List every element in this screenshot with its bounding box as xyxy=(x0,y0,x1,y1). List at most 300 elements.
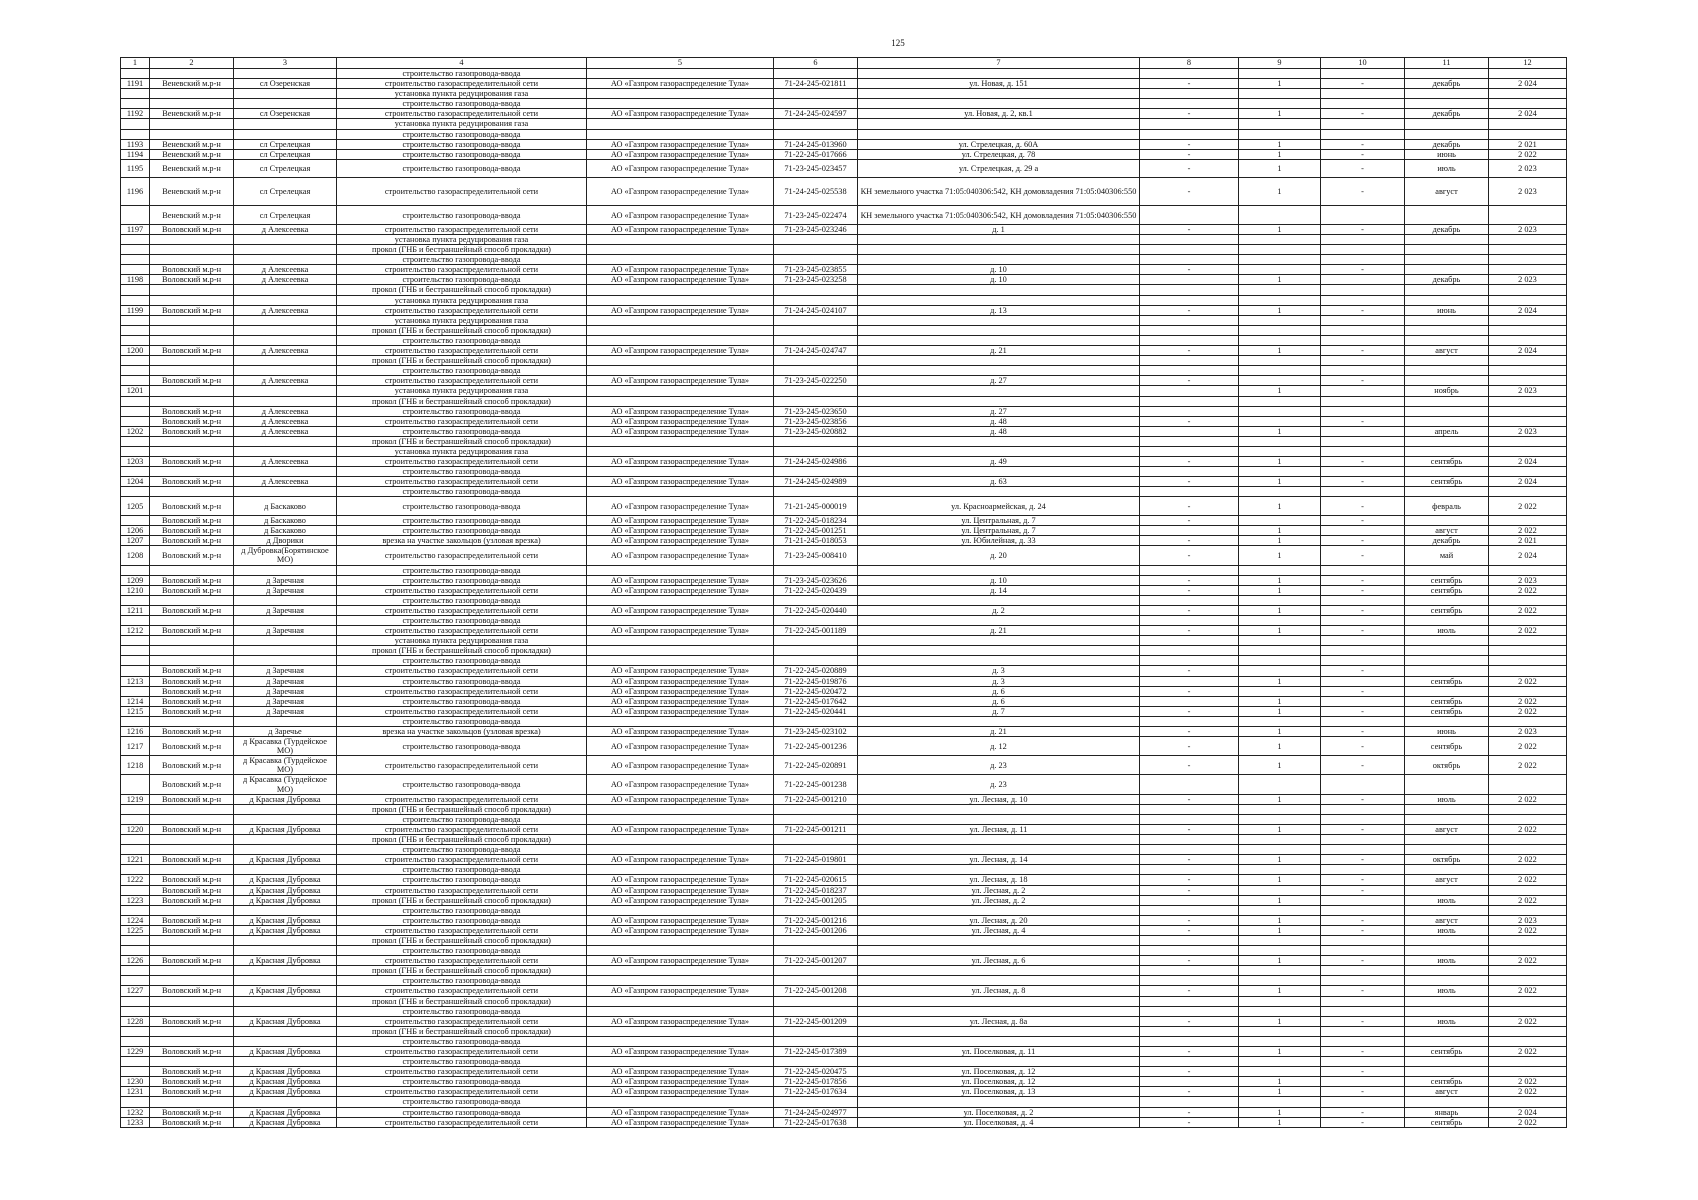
organization-cell: АО «Газпром газораспределение Тула» xyxy=(587,727,774,737)
row-number-cell: 1204 xyxy=(121,477,150,487)
table-row xyxy=(121,925,1567,935)
settlement-cell: д Алексеевка xyxy=(234,426,337,436)
col9-cell: 1 xyxy=(1239,895,1321,905)
address-cell xyxy=(858,89,1140,99)
row-number-cell: 1192 xyxy=(121,109,150,119)
application-number-cell xyxy=(774,366,858,376)
col10-cell xyxy=(1321,1097,1405,1107)
row-number-cell: 1198 xyxy=(121,275,150,285)
col10-cell: - xyxy=(1321,855,1405,865)
work-type-cell: строительство газораспределительной сети xyxy=(337,109,587,119)
organization-cell: АО «Газпром газораспределение Тула» xyxy=(587,915,774,925)
settlement-cell: д Заречная xyxy=(234,706,337,716)
col10-cell xyxy=(1321,275,1405,285)
year-cell xyxy=(1489,89,1567,99)
address-cell: ул. Лесная, д. 18 xyxy=(858,875,1140,885)
organization-cell xyxy=(587,1097,774,1107)
col9-cell xyxy=(1239,325,1321,335)
col9-cell xyxy=(1239,1097,1321,1107)
month-cell: сентябрь xyxy=(1405,1047,1489,1057)
district-cell: Воловский м.р-н xyxy=(150,536,234,546)
work-type-cell: прокол (ГНБ и бестраншейный способ прокладки) xyxy=(337,935,587,945)
work-type-cell: строительство газораспределительной сети xyxy=(337,416,587,426)
row-number-cell: 1229 xyxy=(121,1047,150,1057)
settlement-cell: д Красная Дубровка xyxy=(234,1047,337,1057)
settlement-cell xyxy=(234,69,337,79)
col10-cell: - xyxy=(1321,727,1405,737)
month-cell xyxy=(1405,315,1489,325)
header-cell: 11 xyxy=(1405,58,1489,69)
settlement-cell: д Красная Дубровка xyxy=(234,1117,337,1127)
row-number-cell: 1226 xyxy=(121,956,150,966)
application-number-cell xyxy=(774,966,858,976)
application-number-cell xyxy=(774,285,858,295)
month-cell: апрель xyxy=(1405,426,1489,436)
address-cell xyxy=(858,1057,1140,1067)
month-cell: февраль xyxy=(1405,497,1489,516)
table-row xyxy=(121,235,1567,245)
col9-cell: 1 xyxy=(1239,626,1321,636)
work-type-cell: строительство газораспределительной сети xyxy=(337,1067,587,1077)
year-cell xyxy=(1489,285,1567,295)
year-cell: 2 022 xyxy=(1489,676,1567,686)
month-cell xyxy=(1405,666,1489,676)
district-cell xyxy=(150,845,234,855)
work-type-cell: строительство газораспределительной сети xyxy=(337,1087,587,1097)
organization-cell: АО «Газпром газораспределение Тула» xyxy=(587,1117,774,1127)
col8-cell xyxy=(1140,565,1239,575)
col10-cell xyxy=(1321,814,1405,824)
organization-cell xyxy=(587,865,774,875)
col8-cell: - xyxy=(1140,737,1239,756)
col8-cell xyxy=(1140,526,1239,536)
month-cell xyxy=(1405,885,1489,895)
settlement-cell xyxy=(234,356,337,366)
district-cell xyxy=(150,996,234,1006)
organization-cell: АО «Газпром газораспределение Тула» xyxy=(587,206,774,225)
col8-cell: - xyxy=(1140,416,1239,426)
col9-cell xyxy=(1239,946,1321,956)
col8-cell xyxy=(1140,615,1239,625)
district-cell: Воловский м.р-н xyxy=(150,526,234,536)
col9-cell xyxy=(1239,356,1321,366)
row-number-cell xyxy=(121,235,150,245)
organization-cell: АО «Газпром газораспределение Тула» xyxy=(587,536,774,546)
work-type-cell: строительство газораспределительной сети xyxy=(337,477,587,487)
col9-cell: 1 xyxy=(1239,956,1321,966)
col8-cell: - xyxy=(1140,686,1239,696)
row-number-cell xyxy=(121,69,150,79)
row-number-cell xyxy=(121,265,150,275)
col9-cell xyxy=(1239,565,1321,575)
district-cell: Веневский м.р-н xyxy=(150,206,234,225)
table-row xyxy=(121,1036,1567,1046)
col8-cell xyxy=(1140,325,1239,335)
application-number-cell: 71-22-245-017389 xyxy=(774,1047,858,1057)
col8-cell: - xyxy=(1140,149,1239,159)
organization-cell xyxy=(587,966,774,976)
table-row xyxy=(121,865,1567,875)
month-cell xyxy=(1405,1036,1489,1046)
organization-cell xyxy=(587,285,774,295)
col8-cell: - xyxy=(1140,1087,1239,1097)
row-number-cell: 1218 xyxy=(121,756,150,775)
work-type-cell: строительство газораспределительной сети xyxy=(337,457,587,467)
year-cell xyxy=(1489,245,1567,255)
district-cell: Воловский м.р-н xyxy=(150,1016,234,1026)
work-type-cell: строительство газораспределительной сети xyxy=(337,824,587,834)
col8-cell xyxy=(1140,275,1239,285)
month-cell xyxy=(1405,775,1489,794)
month-cell xyxy=(1405,935,1489,945)
month-cell xyxy=(1405,396,1489,406)
table-row xyxy=(121,794,1567,804)
district-cell: Воловский м.р-н xyxy=(150,575,234,585)
col9-cell: 1 xyxy=(1239,346,1321,356)
settlement-cell: д Алексеевка xyxy=(234,346,337,356)
organization-cell xyxy=(587,366,774,376)
col10-cell: - xyxy=(1321,178,1405,206)
year-cell xyxy=(1489,235,1567,245)
address-cell xyxy=(858,235,1140,245)
work-type-cell: прокол (ГНБ и бестраншейный способ прокладки) xyxy=(337,646,587,656)
col9-cell xyxy=(1239,646,1321,656)
col9-cell xyxy=(1239,436,1321,446)
district-cell xyxy=(150,386,234,396)
work-type-cell: строительство газораспределительной сети xyxy=(337,585,587,595)
address-cell: д. 48 xyxy=(858,426,1140,436)
col9-cell xyxy=(1239,905,1321,915)
col10-cell: - xyxy=(1321,477,1405,487)
application-number-cell: 71-21-245-000019 xyxy=(774,497,858,516)
district-cell: Воловский м.р-н xyxy=(150,696,234,706)
col8-cell: - xyxy=(1140,1016,1239,1026)
month-cell xyxy=(1405,265,1489,275)
col8-cell: - xyxy=(1140,79,1239,89)
col8-cell xyxy=(1140,935,1239,945)
col8-cell: - xyxy=(1140,109,1239,119)
application-number-cell: 71-22-245-020440 xyxy=(774,605,858,615)
application-number-cell xyxy=(774,335,858,345)
month-cell: январь xyxy=(1405,1107,1489,1117)
district-cell xyxy=(150,966,234,976)
application-number-cell: 71-22-245-019801 xyxy=(774,855,858,865)
district-cell: Воловский м.р-н xyxy=(150,706,234,716)
month-cell: июль xyxy=(1405,895,1489,905)
organization-cell: АО «Газпром газораспределение Тула» xyxy=(587,546,774,565)
work-type-cell: строительство газопровода-ввода xyxy=(337,565,587,575)
settlement-cell xyxy=(234,487,337,497)
address-cell xyxy=(858,845,1140,855)
col8-cell xyxy=(1140,905,1239,915)
month-cell xyxy=(1405,1067,1489,1077)
month-cell xyxy=(1405,295,1489,305)
application-number-cell: 71-22-245-001206 xyxy=(774,925,858,935)
month-cell xyxy=(1405,976,1489,986)
settlement-cell xyxy=(234,636,337,646)
table-row xyxy=(121,295,1567,305)
organization-cell: АО «Газпром газораспределение Тула» xyxy=(587,626,774,636)
settlement-cell: д Красная Дубровка xyxy=(234,1016,337,1026)
col8-cell: - xyxy=(1140,986,1239,996)
col8-cell xyxy=(1140,1097,1239,1107)
col10-cell xyxy=(1321,436,1405,446)
month-cell: сентябрь xyxy=(1405,457,1489,467)
month-cell: сентябрь xyxy=(1405,605,1489,615)
row-number-cell xyxy=(121,436,150,446)
district-cell xyxy=(150,255,234,265)
table-row xyxy=(121,885,1567,895)
col9-cell xyxy=(1239,966,1321,976)
row-number-cell: 1205 xyxy=(121,497,150,516)
settlement-cell: д Алексеевка xyxy=(234,457,337,467)
district-cell: Воловский м.р-н xyxy=(150,915,234,925)
col9-cell: 1 xyxy=(1239,794,1321,804)
address-cell: ул. Стрелецкая, д. 60А xyxy=(858,139,1140,149)
work-type-cell: строительство газораспределительной сети xyxy=(337,1047,587,1057)
work-type-cell: строительство газопровода-ввода xyxy=(337,275,587,285)
settlement-cell: д Красная Дубровка xyxy=(234,1077,337,1087)
organization-cell xyxy=(587,487,774,497)
col10-cell xyxy=(1321,996,1405,1006)
month-cell: сентябрь xyxy=(1405,1117,1489,1127)
col10-cell xyxy=(1321,976,1405,986)
organization-cell: АО «Газпром газораспределение Тула» xyxy=(587,895,774,905)
application-number-cell: 71-23-245-023258 xyxy=(774,275,858,285)
year-cell xyxy=(1489,686,1567,696)
row-number-cell xyxy=(121,366,150,376)
table-row xyxy=(121,996,1567,1006)
work-type-cell: строительство газопровода-ввода xyxy=(337,467,587,477)
application-number-cell xyxy=(774,315,858,325)
col10-cell xyxy=(1321,446,1405,456)
row-number-cell xyxy=(121,315,150,325)
district-cell: Воловский м.р-н xyxy=(150,416,234,426)
row-number-cell xyxy=(121,966,150,976)
table-row xyxy=(121,706,1567,716)
year-cell xyxy=(1489,206,1567,225)
district-cell xyxy=(150,315,234,325)
district-cell: Веневский м.р-н xyxy=(150,178,234,206)
work-type-cell: прокол (ГНБ и бестраншейный способ прокладки) xyxy=(337,835,587,845)
work-type-cell: строительство газопровода-ввода xyxy=(337,575,587,585)
application-number-cell: 71-22-245-017856 xyxy=(774,1077,858,1087)
table-row xyxy=(121,487,1567,497)
year-cell: 2 024 xyxy=(1489,477,1567,487)
year-cell: 2 023 xyxy=(1489,386,1567,396)
organization-cell: АО «Газпром газораспределение Тула» xyxy=(587,426,774,436)
district-cell: Воловский м.р-н xyxy=(150,986,234,996)
organization-cell: АО «Газпром газораспределение Тула» xyxy=(587,516,774,526)
col9-cell xyxy=(1239,285,1321,295)
col10-cell xyxy=(1321,396,1405,406)
month-cell: сентябрь xyxy=(1405,575,1489,585)
col8-cell xyxy=(1140,396,1239,406)
year-cell: 2 023 xyxy=(1489,575,1567,585)
settlement-cell xyxy=(234,467,337,477)
month-cell xyxy=(1405,129,1489,139)
table-row xyxy=(121,79,1567,89)
address-cell xyxy=(858,814,1140,824)
col9-cell xyxy=(1239,1036,1321,1046)
application-number-cell xyxy=(774,446,858,456)
col9-cell xyxy=(1239,595,1321,605)
address-cell xyxy=(858,366,1140,376)
col10-cell: - xyxy=(1321,585,1405,595)
month-cell: сентябрь xyxy=(1405,706,1489,716)
year-cell: 2 022 xyxy=(1489,1087,1567,1097)
settlement-cell xyxy=(234,99,337,109)
table-row xyxy=(121,1057,1567,1067)
col9-cell: 1 xyxy=(1239,915,1321,925)
application-number-cell xyxy=(774,656,858,666)
col9-cell: 1 xyxy=(1239,1087,1321,1097)
settlement-cell xyxy=(234,446,337,456)
application-number-cell xyxy=(774,89,858,99)
settlement-cell xyxy=(234,646,337,656)
work-type-cell: строительство газопровода-ввода xyxy=(337,1097,587,1107)
address-cell xyxy=(858,935,1140,945)
district-cell xyxy=(150,295,234,305)
register-table xyxy=(120,57,1567,1128)
application-number-cell xyxy=(774,467,858,477)
col10-cell xyxy=(1321,325,1405,335)
settlement-cell: д Заречная xyxy=(234,585,337,595)
col10-cell: - xyxy=(1321,737,1405,756)
month-cell xyxy=(1405,686,1489,696)
year-cell: 2 021 xyxy=(1489,536,1567,546)
organization-cell xyxy=(587,396,774,406)
organization-cell xyxy=(587,565,774,575)
work-type-cell: строительство газораспределительной сети xyxy=(337,546,587,565)
row-number-cell: 1233 xyxy=(121,1117,150,1127)
work-type-cell: строительство газораспределительной сети xyxy=(337,885,587,895)
work-type-cell: строительство газопровода-ввода xyxy=(337,1107,587,1117)
col10-cell xyxy=(1321,119,1405,129)
col10-cell: - xyxy=(1321,149,1405,159)
application-number-cell xyxy=(774,1006,858,1016)
district-cell: Воловский м.р-н xyxy=(150,794,234,804)
row-number-cell xyxy=(121,1067,150,1077)
year-cell: 2 024 xyxy=(1489,109,1567,119)
settlement-cell: д Баскаково xyxy=(234,497,337,516)
col10-cell xyxy=(1321,285,1405,295)
address-cell: д. 27 xyxy=(858,406,1140,416)
application-number-cell: 71-24-245-024977 xyxy=(774,1107,858,1117)
col8-cell xyxy=(1140,996,1239,1006)
month-cell xyxy=(1405,636,1489,646)
year-cell xyxy=(1489,865,1567,875)
col10-cell: - xyxy=(1321,516,1405,526)
work-type-cell: строительство газораспределительной сети xyxy=(337,666,587,676)
month-cell xyxy=(1405,516,1489,526)
settlement-cell xyxy=(234,129,337,139)
work-type-cell: прокол (ГНБ и бестраншейный способ прокладки) xyxy=(337,804,587,814)
row-number-cell: 1223 xyxy=(121,895,150,905)
col9-cell xyxy=(1239,335,1321,345)
header-cell: 9 xyxy=(1239,58,1321,69)
application-number-cell: 71-24-245-024107 xyxy=(774,305,858,315)
col8-cell xyxy=(1140,775,1239,794)
address-cell xyxy=(858,1097,1140,1107)
header-cell: 2 xyxy=(150,58,234,69)
address-cell xyxy=(858,356,1140,366)
address-cell xyxy=(858,636,1140,646)
work-type-cell: строительство газопровода-ввода xyxy=(337,595,587,605)
address-cell: ул. Поселковая, д. 2 xyxy=(858,1107,1140,1117)
col9-cell xyxy=(1239,396,1321,406)
table-row xyxy=(121,396,1567,406)
district-cell: Воловский м.р-н xyxy=(150,666,234,676)
district-cell: Воловский м.р-н xyxy=(150,1077,234,1087)
organization-cell: АО «Газпром газораспределение Тула» xyxy=(587,666,774,676)
table-row xyxy=(121,835,1567,845)
col9-cell xyxy=(1239,129,1321,139)
table-row xyxy=(121,804,1567,814)
col10-cell: - xyxy=(1321,1067,1405,1077)
address-cell: ул. Поселковая, д. 11 xyxy=(858,1047,1140,1057)
work-type-cell: строительство газопровода-ввода xyxy=(337,129,587,139)
table-row xyxy=(121,1097,1567,1107)
table-row xyxy=(121,69,1567,79)
district-cell: Воловский м.р-н xyxy=(150,605,234,615)
address-cell: д. 10 xyxy=(858,265,1140,275)
row-number-cell: 1210 xyxy=(121,585,150,595)
district-cell: Воловский м.р-н xyxy=(150,1117,234,1127)
col9-cell xyxy=(1239,845,1321,855)
row-number-cell: 1230 xyxy=(121,1077,150,1087)
address-cell: КН земельного участка 71:05:040306:542, КН домовладения 71:05:040306:550 xyxy=(858,178,1140,206)
settlement-cell xyxy=(234,835,337,845)
work-type-cell: установка пункта редуцирования газа xyxy=(337,235,587,245)
work-type-cell: установка пункта редуцирования газа xyxy=(337,119,587,129)
table-row xyxy=(121,737,1567,756)
col10-cell: - xyxy=(1321,265,1405,275)
address-cell xyxy=(858,646,1140,656)
address-cell: д. 6 xyxy=(858,686,1140,696)
col8-cell xyxy=(1140,467,1239,477)
col8-cell: - xyxy=(1140,706,1239,716)
table-row xyxy=(121,346,1567,356)
settlement-cell: д Красавка (Турдейское МО) xyxy=(234,775,337,794)
table-row xyxy=(121,1107,1567,1117)
address-cell: д. 20 xyxy=(858,546,1140,565)
row-number-cell xyxy=(121,516,150,526)
application-number-cell xyxy=(774,1057,858,1067)
col8-cell xyxy=(1140,235,1239,245)
district-cell xyxy=(150,636,234,646)
table-row xyxy=(121,1087,1567,1097)
work-type-cell: строительство газопровода-ввода xyxy=(337,946,587,956)
district-cell: Веневский м.р-н xyxy=(150,109,234,119)
col9-cell xyxy=(1239,636,1321,646)
address-cell: ул. Поселковая, д. 12 xyxy=(858,1077,1140,1087)
month-cell: октябрь xyxy=(1405,855,1489,865)
address-cell: д. 6 xyxy=(858,696,1140,706)
col8-cell: - xyxy=(1140,139,1239,149)
table-row xyxy=(121,636,1567,646)
table-row xyxy=(121,656,1567,666)
col10-cell xyxy=(1321,386,1405,396)
header-cell: 8 xyxy=(1140,58,1239,69)
application-number-cell xyxy=(774,1097,858,1107)
col9-cell xyxy=(1239,235,1321,245)
year-cell: 2 022 xyxy=(1489,986,1567,996)
work-type-cell: строительство газопровода-ввода xyxy=(337,1057,587,1067)
table-row xyxy=(121,89,1567,99)
address-cell: д. 23 xyxy=(858,775,1140,794)
row-number-cell xyxy=(121,666,150,676)
